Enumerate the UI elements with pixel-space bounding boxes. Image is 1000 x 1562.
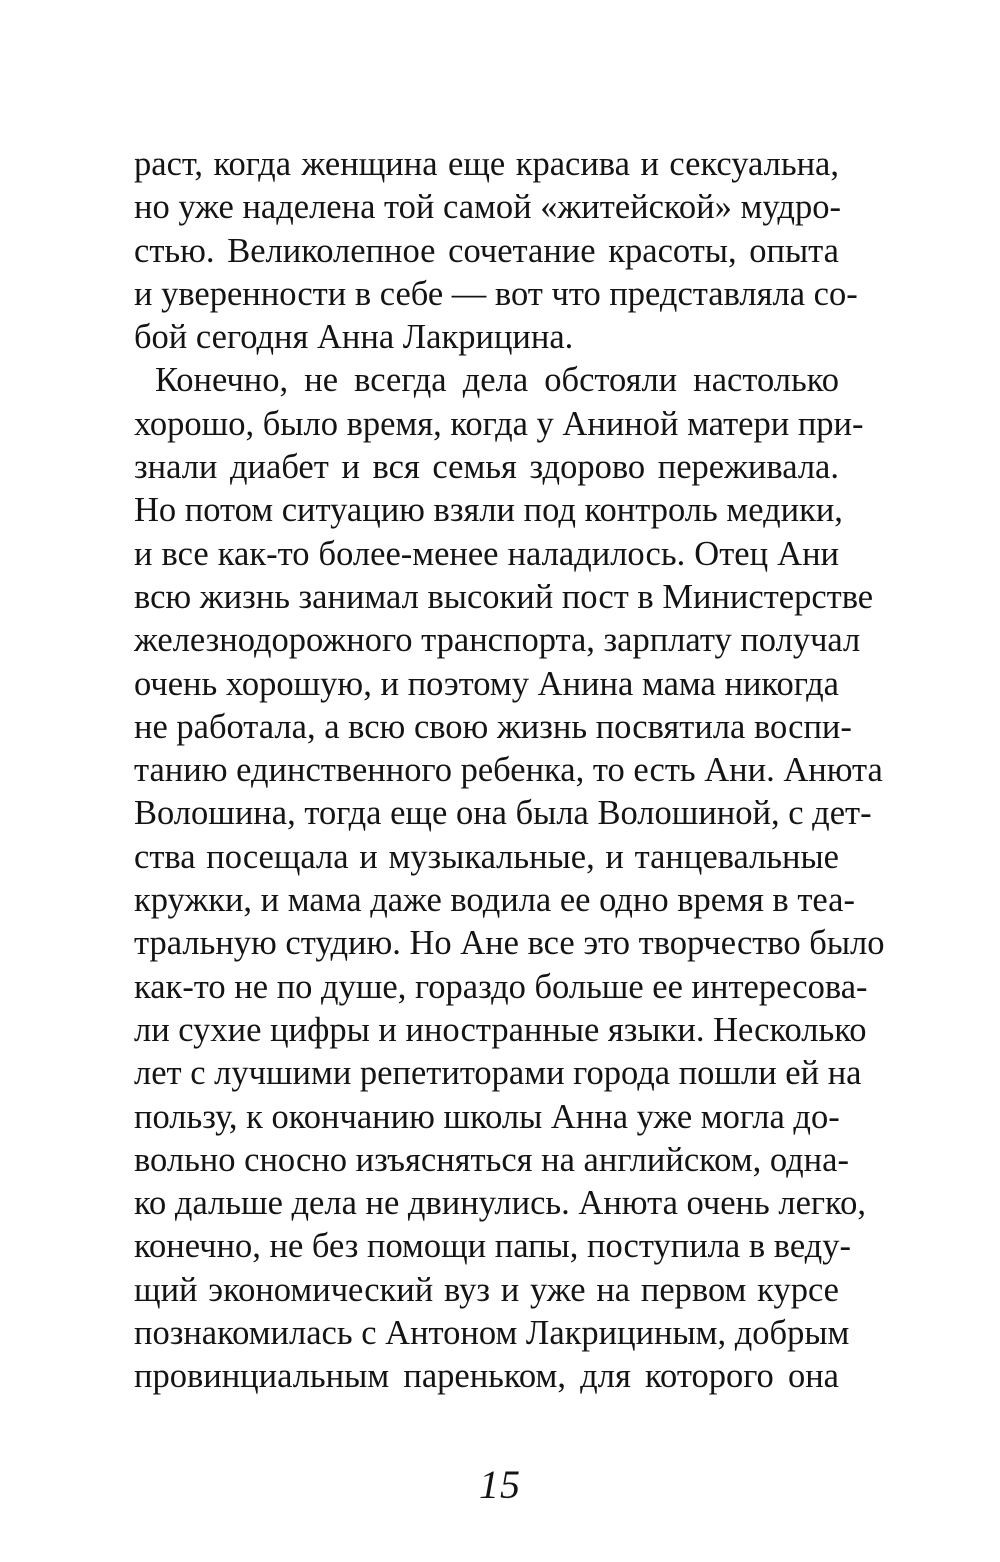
text-line: всю жизнь занимал высокий пост в Министерстве (134, 577, 874, 616)
text-line: хорошо, было время, когда у Аниной матери при- (134, 404, 864, 443)
text-line: вольно сносно изъясняться на английском, одна- (134, 1140, 849, 1179)
text-line: ства посещала и музыкальные, и танцевальные (134, 837, 839, 876)
text-line: ли сухие цифры и иностранные языки. Несколько (134, 1010, 867, 1049)
text-line: тральную студию. Но Ане все это творчество было (134, 924, 885, 963)
text-line: не работала, а всю свою жизнь посвятила воспи- (134, 707, 852, 746)
text-line: знали диабет и вся семья здорово переживала. (134, 448, 839, 487)
text-line: кружки, и мама даже водила ее одно время в теа- (134, 881, 855, 920)
text-line: лет с лучшими репетиторами города пошли ей на (134, 1054, 862, 1093)
text-line: Но потом ситуацию взяли под контроль медики, (134, 491, 843, 530)
text-line: и уверенности в себе — вот что представляла со- (134, 274, 858, 313)
text-line: Волошина, тогда еще она была Волошиной, с дет- (134, 794, 872, 833)
text-line: но уже наделена той самой «житейской» мудро- (134, 188, 841, 227)
text-line: раст, когда женщина еще красива и сексуальна, (134, 145, 839, 183)
text-line: бой сегодня Анна Лакрицина. (134, 318, 574, 357)
text-line: танию единственного ребенка, то есть Ани. Анюта (134, 751, 883, 790)
text-line: пользу, к окончанию школы Анна уже могла до- (134, 1097, 840, 1136)
page-number: 15 (479, 1462, 521, 1507)
text-line: провинциальным пареньком, для которого она (134, 1357, 839, 1396)
text-line: железнодорожного транспорта, зарплату получал (134, 621, 861, 660)
body-text (134, 143, 885, 1399)
text-line: познакомилась с Антоном Лакрициным, добрым (134, 1314, 850, 1353)
text-line: очень хорошую, и поэтому Анина мама никогда (134, 664, 839, 703)
text-line: и все как-то более-менее наладилось. Отец Ани (134, 534, 839, 573)
text-line: ко дальше дела не двинулись. Анюта очень легко, (134, 1184, 866, 1223)
text-line: как-то не по душе, гораздо больше ее интересова- (134, 967, 868, 1006)
text-line: стью. Великолепное сочетание красоты, опыта (134, 231, 839, 270)
text-line: Конечно, не всегда дела обстояли настолько (155, 361, 839, 400)
text-line: щий экономический вуз и уже на первом курсе (134, 1270, 839, 1309)
text-line: конечно, не без помощи папы, поступила в веду- (134, 1227, 851, 1266)
